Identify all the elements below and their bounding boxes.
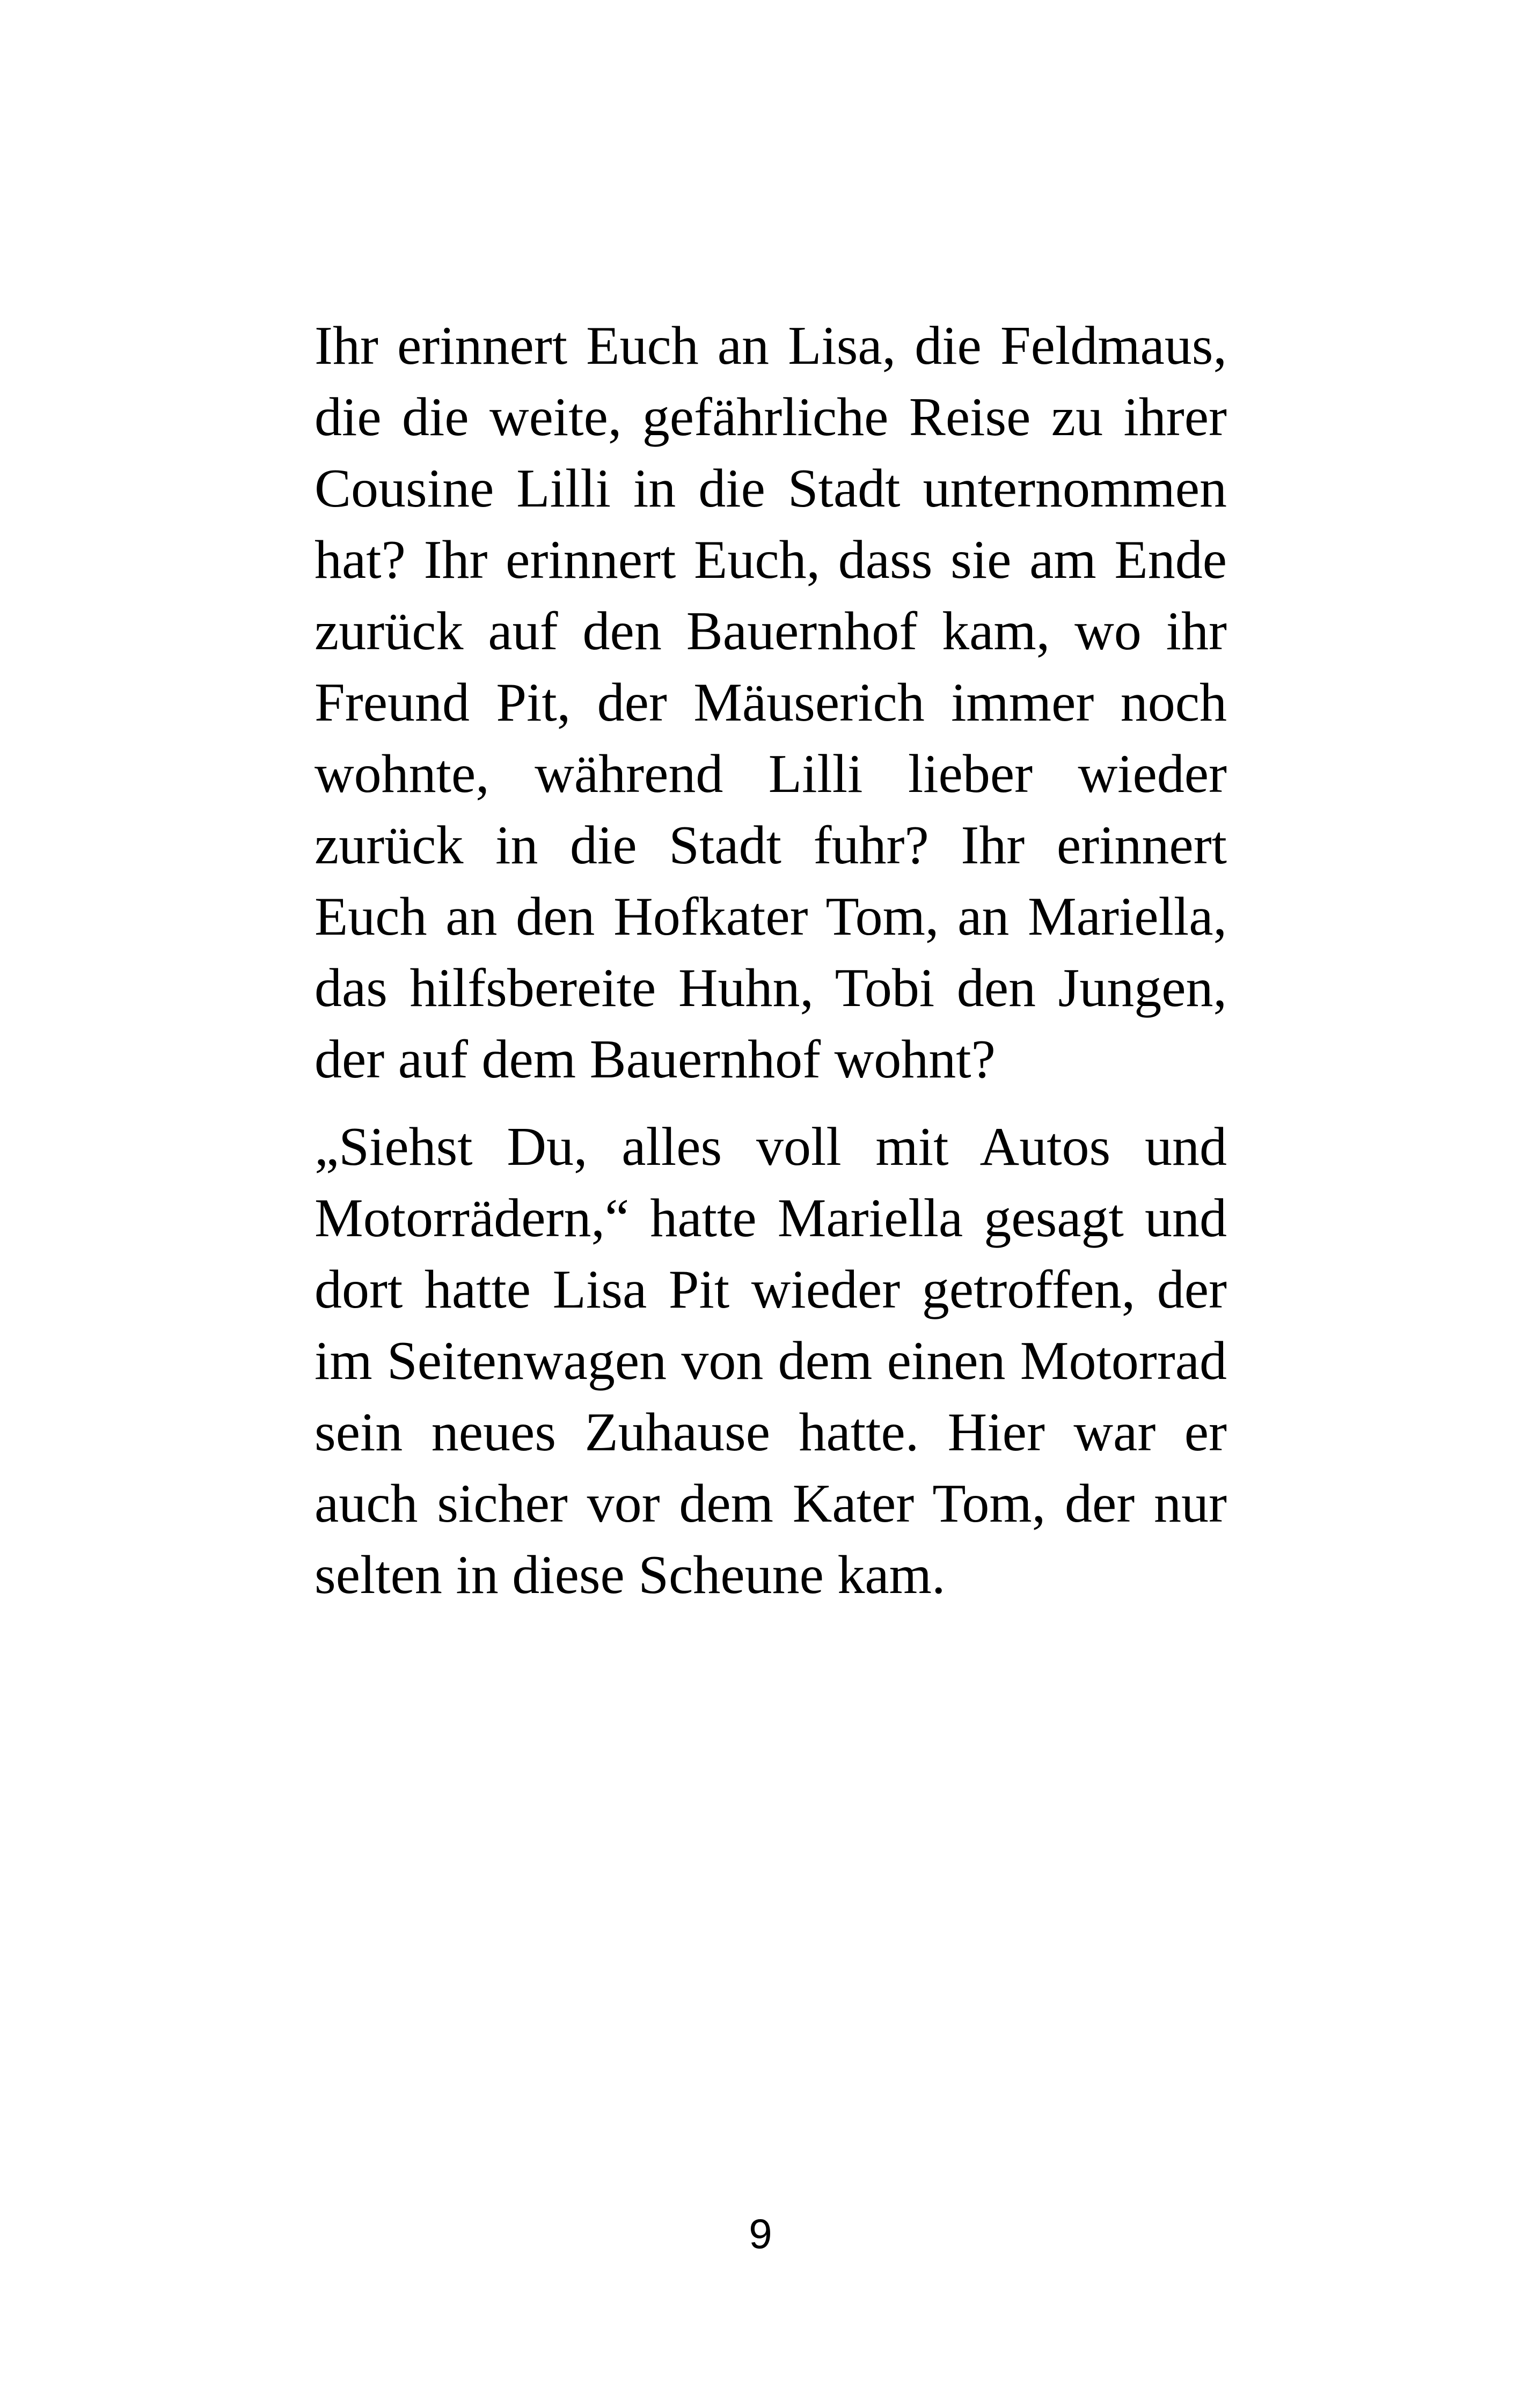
body-text xyxy=(315,310,1227,1611)
paragraph-2: „Siehst Du, alles voll mit Autos und Motorrädern,“ hatte Mariella gesagt und dort hatte Lisa Pit wieder getroffen, der im Seitenwagen von dem einen Motorrad sein neues Zuhause hatte. Hier war er auch sicher vor dem Kater Tom, der nur selten in diese Scheune kam. xyxy=(315,1117,1227,1605)
page-number: 9 xyxy=(749,2210,772,2257)
paragraph-1: Ihr erinnert Euch an Lisa, die Feldmaus, die die weite, gefährliche Reise zu ihrer Cousine Lilli in die Stadt unternommen hat? Ihr erinnert Euch, dass sie am Ende zurück auf den Bauernhof kam, wo ihr Freund Pit, der Mäuserich immer noch wohnte, während Lilli lieber wieder zurück in die Stadt fuhr? Ihr erinnert Euch an den Hofkater Tom, an Mariella, das hilfsbereite Huhn, Tobi den Jungen, der auf dem Bauernhof wohnt? xyxy=(315,315,1227,1090)
